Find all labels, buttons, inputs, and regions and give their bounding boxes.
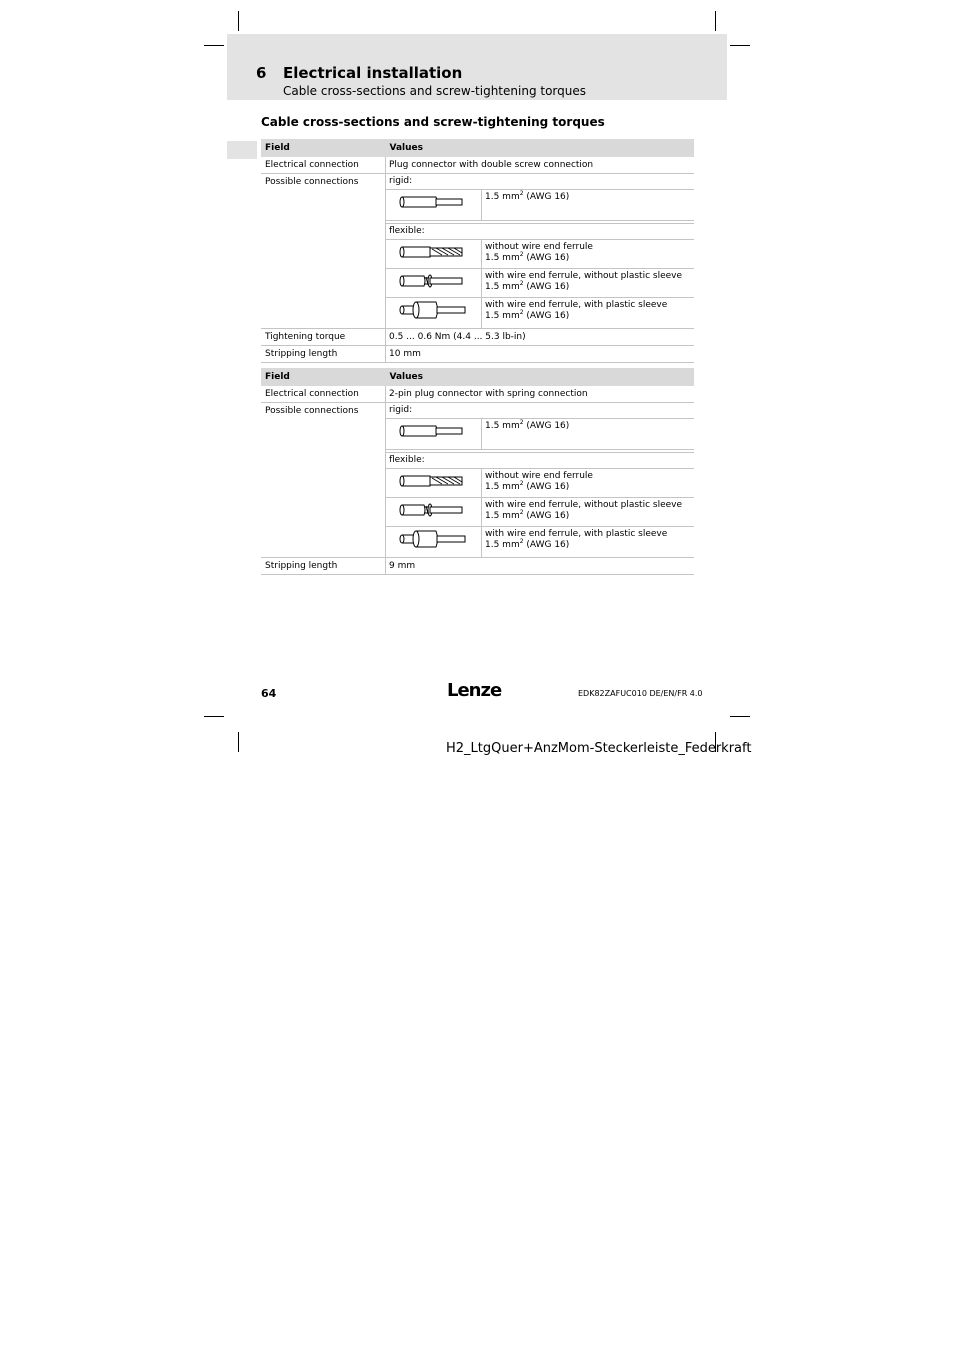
flex-option-label: with wire end ferrule, without plastic sleeve — [485, 271, 683, 281]
header-field: Field — [261, 139, 386, 157]
sleeve-ferrule-wire-icon — [386, 298, 482, 329]
table-header-row — [261, 368, 694, 386]
stranded-wire-icon — [386, 469, 482, 498]
value-tightening-torque: 0.5 ... 0.6 Nm (4.4 ... 5.3 lb-in) — [386, 329, 695, 346]
table-header-row — [261, 139, 694, 157]
ferrule-wire-icon — [386, 269, 482, 298]
table-row — [261, 346, 694, 363]
field-electrical-connection: Electrical connection — [261, 386, 386, 403]
spec-table-spring — [261, 368, 694, 575]
field-tightening-torque: Tightening torque — [261, 329, 386, 346]
header-values: Values — [386, 368, 695, 386]
flex-option-label: without wire end ferrule — [485, 471, 593, 481]
value-stripping-length: 9 mm — [386, 558, 695, 575]
field-possible-connections: Possible connections — [261, 403, 386, 558]
rigid-awg: (AWG 16) — [526, 192, 570, 202]
table-row — [261, 157, 694, 174]
flex-option-label: without wire end ferrule — [485, 242, 593, 252]
flexible-label: flexible: — [386, 224, 694, 240]
value-electrical-connection: Plug connector with double screw connection — [386, 157, 695, 174]
crop-mark — [238, 11, 239, 31]
table-row — [261, 403, 694, 558]
field-stripping-length: Stripping length — [261, 558, 386, 575]
possible-connections-subtable: rigid: 1.5 $mm^2$ (AWG 16) flexible: without wire end ferrule 1.5 $mm^2$ (AWG 16) with wire end ferrule, without plastic sleeve 1.5 $mm^2$ (AWG 16) with wire end ferrule, with plastic sleeve 1.5 $mm^2$ (AWG 16) — [386, 403, 694, 557]
rigid-awg: (AWG 16) — [526, 421, 570, 431]
table-row — [261, 174, 694, 329]
crop-mark — [730, 45, 750, 46]
crop-mark — [730, 716, 750, 717]
rigid-cross-section: 1.5 mm — [485, 421, 520, 431]
page-number: 64 — [261, 687, 277, 700]
section-title: Cable cross-sections and screw-tightening torques — [261, 115, 605, 129]
crop-mark — [715, 11, 716, 31]
flex-option-label: with wire end ferrule, without plastic sleeve — [485, 500, 683, 510]
ferrule-wire-icon — [386, 498, 482, 527]
chapter-title: Electrical installation — [283, 64, 463, 82]
rigid-wire-icon — [386, 190, 482, 221]
field-electrical-connection: Electrical connection — [261, 157, 386, 174]
flexible-label: flexible: — [386, 453, 694, 469]
field-possible-connections: Possible connections — [261, 174, 386, 329]
rigid-wire-icon — [386, 419, 482, 450]
crop-mark — [238, 732, 239, 752]
flex-option-label: with wire end ferrule, with plastic sleeve — [485, 529, 668, 539]
table-row — [261, 329, 694, 346]
rigid-label: rigid: — [386, 403, 694, 419]
source-filename: H2_LtgQuer+AnzMom-Steckerleiste_Federkraft — [446, 741, 752, 756]
chapter-subtitle: Cable cross-sections and screw-tightening torques — [283, 84, 586, 98]
field-stripping-length: Stripping length — [261, 346, 386, 363]
chapter-number: 6 — [256, 64, 267, 82]
sleeve-ferrule-wire-icon — [386, 527, 482, 558]
rigid-label: rigid: — [386, 174, 694, 190]
header-values: Values — [386, 139, 695, 157]
header-field: Field — [261, 368, 386, 386]
spec-table-screw — [261, 139, 694, 363]
crop-mark — [204, 45, 224, 46]
value-electrical-connection: 2-pin plug connector with spring connection — [386, 386, 695, 403]
crop-mark — [204, 716, 224, 717]
rigid-cross-section: 1.5 mm — [485, 192, 520, 202]
table-row — [261, 386, 694, 403]
stranded-wire-icon — [386, 240, 482, 269]
lenze-logo: Lenze — [447, 680, 502, 701]
document-id: EDK82ZAFUC010 DE/EN/FR 4.0 — [578, 689, 703, 698]
possible-connections-subtable: rigid: 1.5 $mm^2$ (AWG 16) flexible: without wire end ferrule 1.5 $mm^2$ (AWG 16) with wire end ferrule, without plastic sleeve 1.5 $mm^2$ (AWG 16) with wire end ferrule, with plastic sleeve 1.5 $mm^2$ (AWG 16) — [386, 174, 694, 328]
value-stripping-length: 10 mm — [386, 346, 695, 363]
side-tab-marker — [227, 141, 257, 159]
flex-option-label: with wire end ferrule, with plastic sleeve — [485, 300, 668, 310]
table-row — [261, 558, 694, 575]
